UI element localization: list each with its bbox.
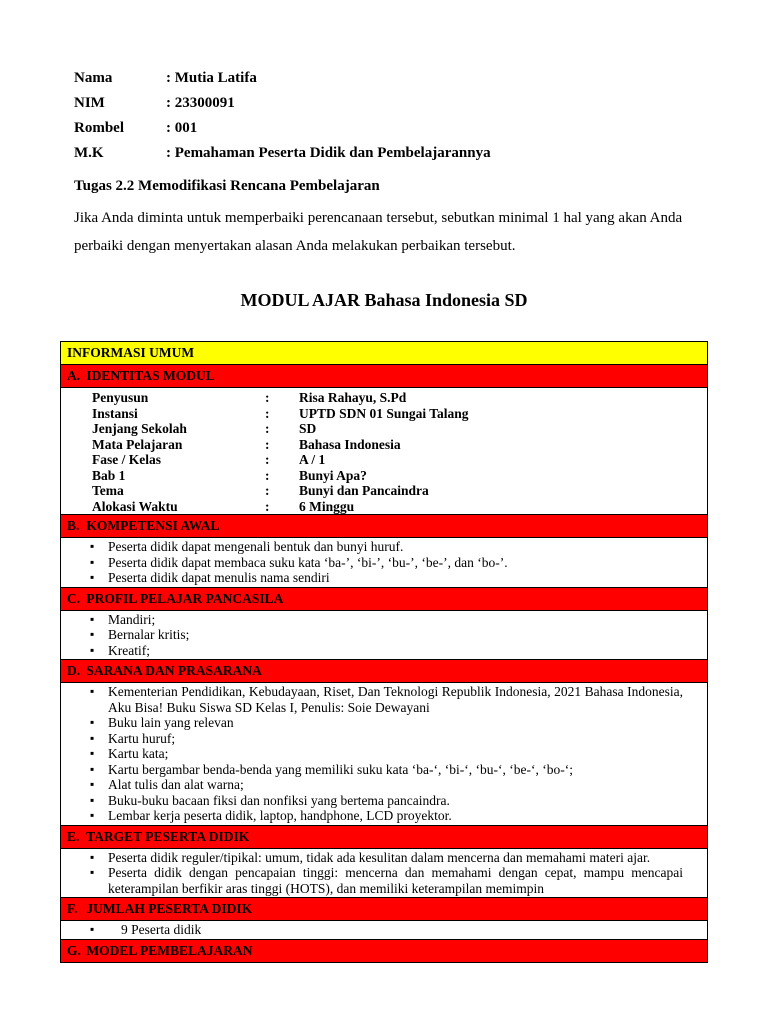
section-g-number: G. [67,942,81,958]
list-item: ▪ Mandiri; [108,612,683,628]
identitas-row [92,406,707,422]
identitas-label: Mata Pelajaran [92,436,183,452]
section-c-title: PROFIL PELAJAR PANCASILA [86,590,284,606]
identitas-sep: : [265,452,270,467]
rombel-label: Rombel [74,120,124,136]
identitas-sep: : [265,421,270,436]
section-b-number: B. [67,518,80,533]
identitas-sep: : [265,467,270,483]
document-title: MODUL AJAR Bahasa Indonesia SD [240,290,528,310]
info-row-nama [74,66,491,91]
list-item: ▪ Bernalar kritis; [108,627,683,643]
identitas-row [92,437,707,453]
list-item: ▪ Peserta didik dengan pencapaian tinggi: mencerna dan memahami dengan cepat, mampu mencapai keterampilan berfikir aras tinggi (HOTS), dan memiliki keterampilan memimpin [108,865,683,896]
identitas-label: Penyusun [92,390,149,405]
info-umum-header: INFORMASI UMUM [61,342,708,365]
nama-value: : Mutia Latifa [166,70,257,86]
nim-label: NIM [74,95,105,111]
section-c-header [61,587,708,610]
info-row-mk [74,141,491,166]
profil-list [61,612,707,659]
target-list [61,850,707,897]
section-e-title: TARGET PESERTA DIDIK [86,828,250,844]
section-a-header [61,365,708,388]
kompetensi-list [61,539,707,586]
info-row-nim [74,91,491,116]
identitas-value: A / 1 [299,452,326,467]
section-d-number: D. [67,663,81,678]
sarana-cell [61,683,708,826]
profil-cell [61,610,708,660]
section-e-number: E. [67,828,80,844]
list-item: ▪ Kreatif; [108,643,683,659]
list-item: ▪ Peserta didik dapat menulis nama sendiri [108,570,683,586]
list-item: ▪ Buku lain yang relevan [108,715,683,731]
list-item: ▪ Kartu kata; [108,746,683,762]
identitas-value: 6 Minggu [299,498,355,514]
list-item: ▪ Kementerian Pendidikan, Kebudayaan, Riset, Dan Teknologi Republik Indonesia, 2021 Bahasa Indonesia, Aku Bisa! Buku Siswa SD Kelas I, Penulis: Soie Dewayani [108,684,683,715]
section-d-header [61,660,708,683]
nama-label: Nama [74,70,113,86]
identitas-label: Instansi [92,405,138,421]
identitas-value: Bahasa Indonesia [299,436,401,452]
identitas-row [92,468,707,484]
list-item: ▪ Lembar kerja peserta didik, laptop, handphone, LCD proyektor. [108,808,683,824]
student-info [74,66,491,166]
identitas-value: Risa Rahayu, S.Pd [299,390,407,405]
identitas-row [92,390,707,406]
list-item: ▪ Kartu bergambar benda-benda yang memiliki suku kata ‘ba-‘, ‘bi-‘, ‘bu-‘, ‘be-‘, ‘bo-‘; [108,762,683,778]
list-item: ▪ Alat tulis dan alat warna; [108,777,683,793]
identitas-label: Tema [92,483,124,498]
identitas-value: SD [299,421,317,436]
identitas-row [92,452,707,468]
identitas-list [61,388,708,515]
section-b-title: KOMPETENSI AWAL [86,518,220,533]
identitas-sep: : [265,498,270,514]
section-c-number: C. [67,590,81,606]
identitas-label: Jenjang Sekolah [92,421,187,436]
list-item: ▪ 9 Peserta didik [108,922,683,938]
list-item: ▪ Buku-buku bacaan fiksi dan nonfiksi yang bertema pancaindra. [108,793,683,809]
list-item: ▪ Peserta didik dapat mengenali bentuk dan bunyi huruf. [108,539,683,555]
identitas-row [92,483,707,499]
rombel-value: : 001 [166,120,198,136]
identitas-sep: : [265,390,270,405]
nim-value: : 23300091 [166,95,235,111]
section-g-header [61,939,708,962]
mk-value: : Pemahaman Peserta Didik dan Pembelajarannya [166,145,491,161]
identitas-row [92,499,707,515]
mk-label: M.K [74,145,104,161]
identitas-label: Bab 1 [92,467,126,483]
identitas-sep: : [265,436,270,452]
list-item: ▪ Peserta didik dapat membaca suku kata ‘ba-’, ‘bi-’, ‘bu-’, ‘be-’, dan ‘bo-’. [108,555,683,571]
sarana-list [61,684,707,824]
list-item: ▪ Kartu huruf; [108,731,683,747]
jumlah-cell [61,921,708,940]
section-e-header [61,825,708,848]
module-table [60,341,708,963]
section-f-title: JUMLAH PESERTA DIDIK [86,901,253,916]
identitas-value: Bunyi dan Pancaindra [299,483,429,498]
identitas-sep: : [265,405,270,421]
identitas-sep: : [265,483,270,498]
identitas-label: Fase / Kelas [92,452,161,467]
identitas-row [92,421,707,437]
task-title: Tugas 2.2 Memodifikasi Rencana Pembelajaran [74,178,380,194]
section-a-number: A. [67,368,81,383]
jumlah-list [61,922,707,938]
list-item: ▪ Peserta didik reguler/tipikal: umum, tidak ada kesulitan dalam mencerna dan memahami materi ajar. [108,850,683,866]
identitas-value: UPTD SDN 01 Sungai Talang [299,405,469,421]
section-a-title: IDENTITAS MODUL [86,368,215,383]
target-cell [61,848,708,898]
task-body: Jika Anda diminta untuk memperbaiki perencanaan tersebut, sebutkan minimal 1 hal yang akan Anda perbaiki dengan menyertakan alasan Anda melakukan perbaikan tersebut. [74,210,683,254]
section-b-header [61,515,708,538]
identitas-value: Bunyi Apa? [299,467,367,483]
kompetensi-cell [61,538,708,588]
section-d-title: SARANA DAN PRASARANA [86,663,262,678]
section-f-number: F. [67,901,78,916]
section-g-title: MODEL PEMBELAJARAN [86,942,253,958]
section-f-header [61,898,708,921]
identitas-label: Alokasi Waktu [92,498,178,514]
info-row-rombel [74,116,491,141]
